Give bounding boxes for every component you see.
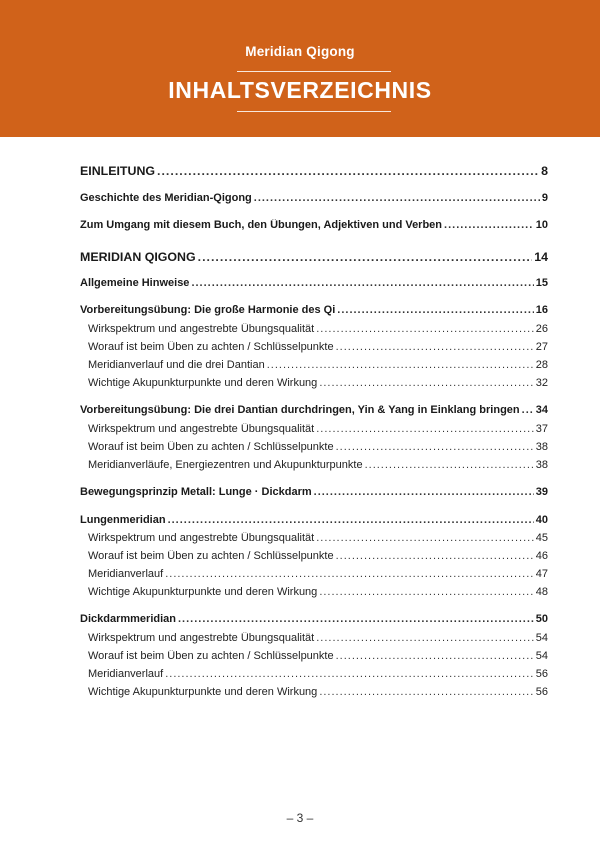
- toc-entry-page: 48: [535, 586, 548, 598]
- dot-leader: [336, 650, 534, 662]
- dot-leader: [316, 532, 534, 544]
- toc-entry-page: 16: [535, 304, 548, 316]
- toc-subentry: [80, 441, 548, 459]
- toc-entry-page: 15: [535, 277, 548, 289]
- dot-leader: [319, 377, 533, 389]
- toc-entry-label: Wirkspektrum und angestrebte Übungsqualität: [88, 532, 315, 544]
- toc-subentry: [80, 586, 548, 604]
- page-number: – 3 –: [286, 811, 314, 825]
- dot-leader: [336, 550, 534, 562]
- toc-entry-label: EINLEITUNG: [80, 164, 156, 178]
- book-title: Meridian Qigong: [245, 44, 355, 59]
- header-banner: [0, 0, 600, 137]
- toc-subentry: [80, 341, 548, 359]
- toc-entry-page: 54: [535, 650, 548, 662]
- toc-entry-label: Wirkspektrum und angestrebte Übungsqualität: [88, 323, 315, 335]
- toc-entry-label: Worauf ist beim Üben zu achten / Schlüsselpunkte: [88, 341, 334, 353]
- toc-entry-label: MERIDIAN QIGONG: [80, 250, 196, 264]
- toc-entry-page: 26: [535, 323, 548, 335]
- toc-entry-label: Worauf ist beim Üben zu achten / Schlüsselpunkte: [88, 550, 334, 562]
- toc-entry: [80, 486, 548, 503]
- toc-entry-page: 9: [541, 192, 548, 204]
- toc-entry-label: Worauf ist beim Üben zu achten / Schlüsselpunkte: [88, 650, 334, 662]
- toc-entry: [80, 304, 548, 321]
- dot-leader: [178, 613, 534, 625]
- toc-entry-label: Worauf ist beim Üben zu achten / Schlüsselpunkte: [88, 441, 334, 453]
- toc-entry: [80, 404, 548, 421]
- toc-entry-label: Dickdarmmeridian: [80, 613, 176, 625]
- toc-entry-page: 39: [535, 486, 548, 498]
- toc-entry-label: Allgemeine Hinweise: [80, 277, 190, 289]
- toc-entry-label: Geschichte des Meridian-Qigong: [80, 192, 252, 204]
- toc-subentry: [80, 686, 548, 704]
- toc-subentry: [80, 323, 548, 341]
- dot-leader: [168, 514, 534, 526]
- toc-entry-label: Wirkspektrum und angestrebte Übungsqualität: [88, 423, 315, 435]
- toc-entry-label: Wirkspektrum und angestrebte Übungsqualität: [88, 632, 315, 644]
- toc-entry-label: Vorbereitungsübung: Die große Harmonie des Qi: [80, 304, 336, 316]
- toc-entry-page: 8: [541, 164, 548, 178]
- dot-leader: [522, 404, 534, 416]
- toc-entry-page: 34: [535, 404, 548, 416]
- toc-entry: [80, 250, 548, 268]
- toc-entry-label: Meridianverlauf: [88, 568, 164, 580]
- toc-entry-label: Zum Umgang mit diesem Buch, den Übungen, Adjektiven und Verben: [80, 219, 443, 231]
- dot-leader: [165, 568, 534, 580]
- dot-leader: [319, 686, 533, 698]
- toc-entry-page: 27: [535, 341, 548, 353]
- toc-entry-label: Meridianverlauf und die drei Dantian: [88, 359, 265, 371]
- toc-entry-page: 38: [535, 441, 548, 453]
- toc-entry-page: 37: [535, 423, 548, 435]
- dot-leader: [316, 323, 534, 335]
- toc-entry-page: 32: [535, 377, 548, 389]
- toc-entry: [80, 219, 548, 236]
- toc-entry-label: Meridianverläufe, Energiezentren und Akupunkturpunkte: [88, 459, 363, 471]
- toc-entry-label: Bewegungsprinzip Metall: Lunge · Dickdarm: [80, 486, 312, 498]
- toc-entry-page: 47: [535, 568, 548, 580]
- toc-entry-label: Lungenmeridian: [80, 514, 166, 526]
- toc-entry-label: Wichtige Akupunkturpunkte und deren Wirkung: [88, 686, 318, 698]
- toc-entry: [80, 164, 548, 182]
- toc-entry-page: 38: [535, 459, 548, 471]
- toc-entry-label: Wichtige Akupunkturpunkte und deren Wirkung: [88, 586, 318, 598]
- toc-subentry: [80, 568, 548, 586]
- toc-entry-label: Meridianverlauf: [88, 668, 164, 680]
- dot-leader: [198, 250, 533, 264]
- dot-leader: [336, 341, 534, 353]
- toc-subentry: [80, 668, 548, 686]
- dot-leader: [444, 219, 534, 231]
- dot-leader: [267, 359, 534, 371]
- toc-entry-page: 40: [535, 514, 548, 526]
- toc-subentry: [80, 650, 548, 668]
- dot-leader: [316, 423, 534, 435]
- toc-entry: [80, 192, 548, 209]
- dot-leader: [191, 277, 533, 289]
- dot-leader: [157, 164, 539, 178]
- page-title: INHALTSVERZEICHNIS: [168, 77, 432, 103]
- divider-bottom: [237, 111, 391, 112]
- dot-leader: [365, 459, 534, 471]
- toc-entry-label: Vorbereitungsübung: Die drei Dantian durchdringen, Yin & Yang in Einklang bringen: [80, 404, 520, 416]
- toc-entry: [80, 277, 548, 294]
- dot-leader: [316, 632, 534, 644]
- toc-entry-page: 46: [535, 550, 548, 562]
- toc-entry-page: 28: [535, 359, 548, 371]
- dot-leader: [254, 192, 540, 204]
- toc-subentry: [80, 377, 548, 395]
- toc-subentry: [80, 632, 548, 650]
- toc-entry: [80, 514, 548, 531]
- toc-entry-page: 10: [535, 219, 548, 231]
- toc-entry-label: Wichtige Akupunkturpunkte und deren Wirkung: [88, 377, 318, 389]
- toc-subentry: [80, 423, 548, 441]
- toc-subentry: [80, 459, 548, 477]
- toc-subentry: [80, 532, 548, 550]
- toc-entry-page: 45: [535, 532, 548, 544]
- divider-top: [237, 71, 391, 72]
- toc-entry-page: 54: [535, 632, 548, 644]
- toc-entry-page: 56: [535, 668, 548, 680]
- toc-subentry: [80, 359, 548, 377]
- toc-subentry: [80, 550, 548, 568]
- dot-leader: [165, 668, 534, 680]
- dot-leader: [319, 586, 533, 598]
- toc-entry: [80, 613, 548, 630]
- toc-entry-page: 50: [535, 613, 548, 625]
- dot-leader: [336, 441, 534, 453]
- toc-entry-page: 14: [534, 250, 548, 264]
- toc-entry-page: 56: [535, 686, 548, 698]
- dot-leader: [314, 486, 534, 498]
- dot-leader: [337, 304, 533, 316]
